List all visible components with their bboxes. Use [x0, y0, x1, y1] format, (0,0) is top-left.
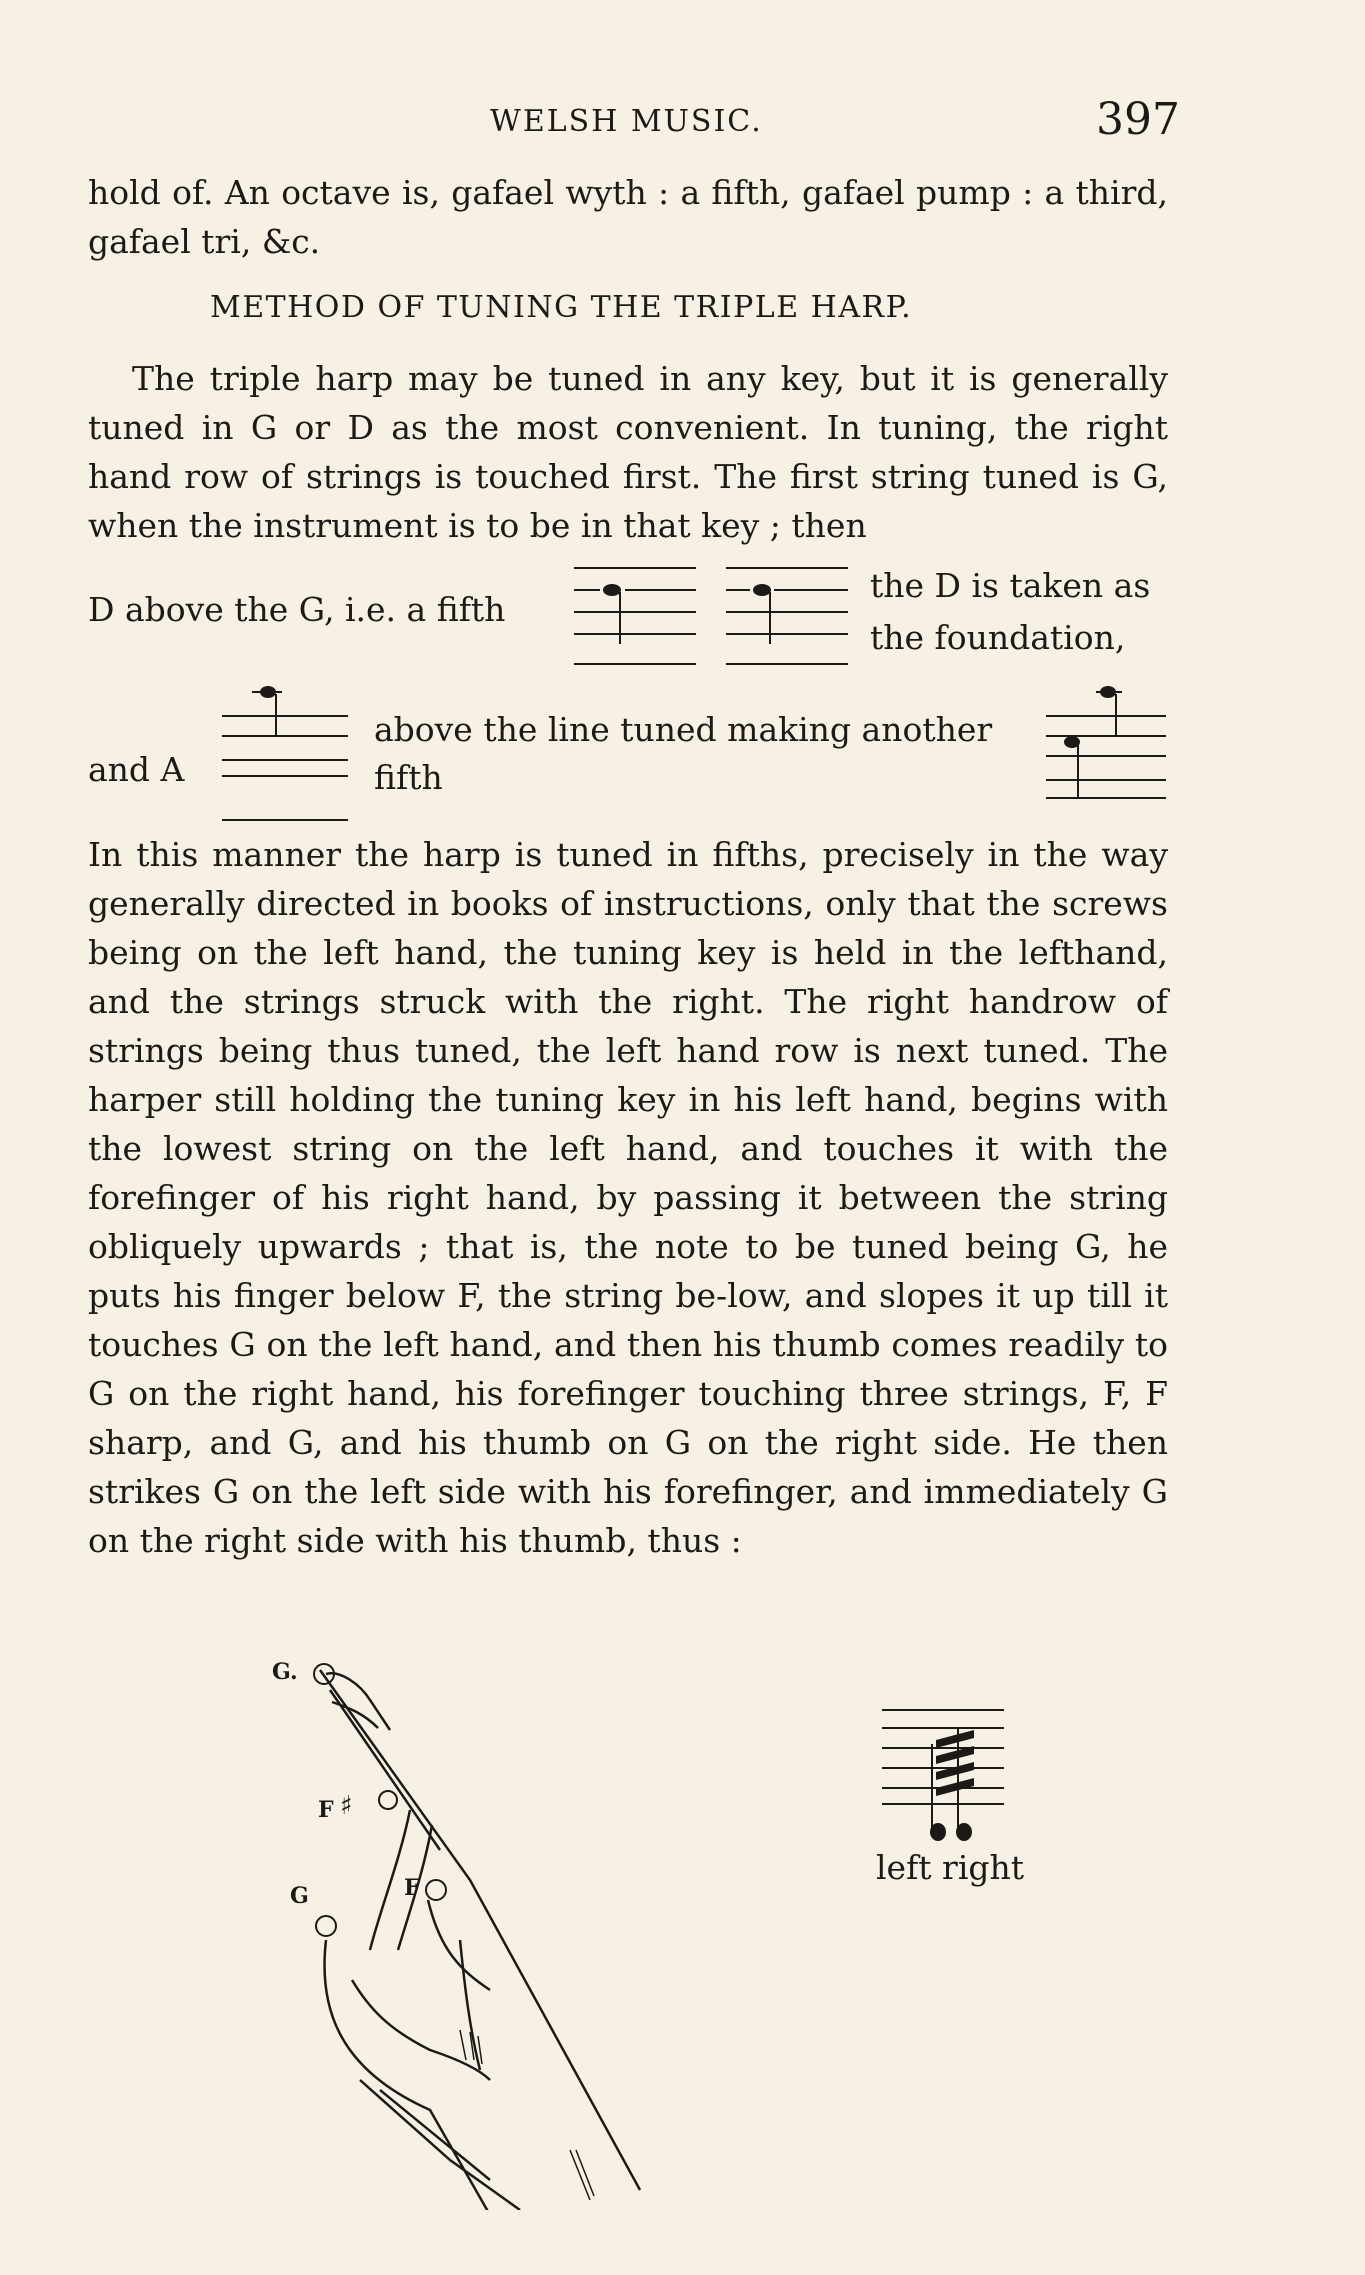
paragraph-tuning: The triple harp may be tuned in any key, but it is generally tuned in G or D as the most convenient. In tuning, the right hand row of strings is touched first. The first string tuned is G, when the instrument is to be in that key ; then — [88, 359, 1168, 545]
inline-text-d-foundation-1: the D is taken as — [870, 566, 1151, 605]
label-g-top: G. — [272, 1659, 298, 1685]
page-number: 397 — [1096, 94, 1180, 145]
paragraph-method: In this manner the harp is tuned in fifths, precisely in the way generally directed in books of instructions, only that the screws being on the left hand, the tuning key is held in the lefthand, and the strings struck with the right. The right handrow of strings being thus tuned, the left hand row is next tuned. The harper still holding the tuning key in his left hand, begins with the lowest string on the left hand, and touches it with the forefinger of his right hand, by passing it between the string obliquely upwards ; that is, the note to be tuned being G, he puts his finger below F, the string be-low, and slopes it up till it touches G on the left hand, and then his thumb comes readily to G on the right hand, his forefinger touching three strings, F, F sharp, and G, and his thumb on G on the right side. He then strikes G on the left side with his forefinger, and immediately G on the right side with his thumb, thus : — [88, 835, 1168, 1560]
label-f: F — [404, 1875, 420, 1901]
label-g-lower: G — [290, 1883, 309, 1909]
label-f-sharp: F — [318, 1797, 334, 1823]
inline-text-and-a: and A — [88, 750, 185, 789]
music-staff-fifth-1 — [570, 560, 700, 672]
music-staff-fifth-2 — [722, 560, 852, 672]
figure-caption: left right — [876, 1848, 1025, 1887]
hand-tuning-illustration — [260, 1650, 660, 2210]
music-staff-a — [218, 680, 352, 826]
inline-text-above-line: above the line tuned making another — [374, 710, 993, 749]
running-header-title: WELSH MUSIC. — [490, 104, 763, 139]
sharp-sign: ♯ — [340, 1791, 353, 1821]
inline-text-d-foundation-2: the foundation, — [870, 618, 1126, 657]
paragraph-intro: hold of. An octave is, gafael wyth : a fifth, gafael pump : a third, gafael tri, &c. — [88, 173, 1168, 261]
music-staff-chord — [878, 1704, 1008, 1844]
inline-text-fifth: fifth — [374, 758, 443, 797]
music-staff-another-fifth — [1042, 682, 1170, 820]
section-heading: METHOD OF TUNING THE TRIPLE HARP. — [210, 290, 913, 325]
inline-text-d-above-g: D above the G, i.e. a fifth — [88, 590, 506, 629]
